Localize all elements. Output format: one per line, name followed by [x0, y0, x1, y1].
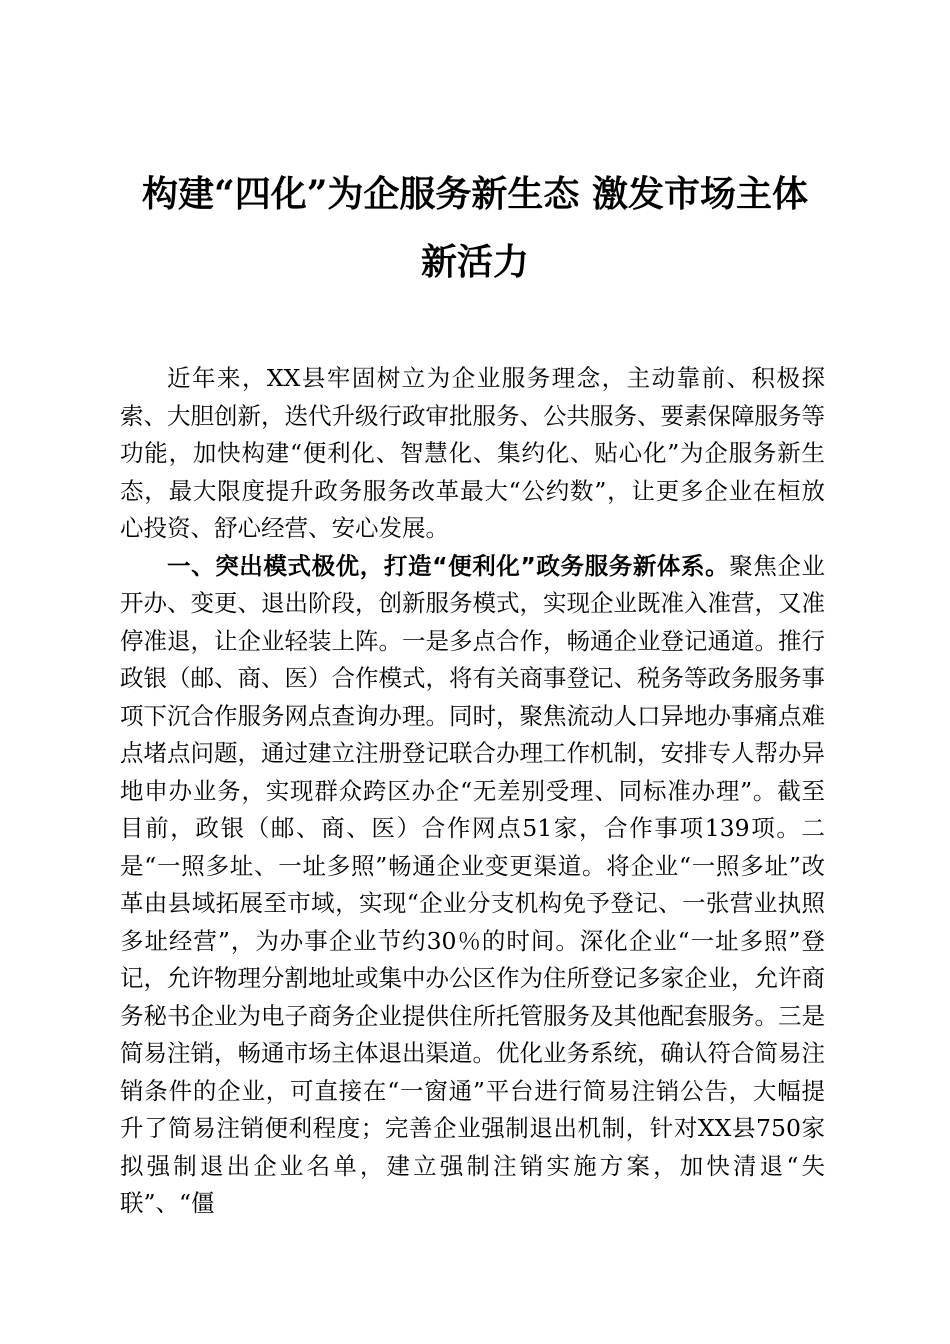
document-title-line-1: 构建“四化”为企服务新生态 激发市场主体	[142, 173, 808, 215]
section-1-paragraph	[120, 548, 825, 1223]
document-title-line-2: 新活力	[420, 241, 529, 283]
section-1-heading: 一、突出模式极优，打造“便利化”政务服务新体系。	[167, 551, 730, 580]
section-1-text: 聚焦企业开办、变更、退出阶段，创新服务模式，实现企业既准入准营，又准停准退，让企业轻装上阵。一是多点合作，畅通企业登记通道。推行政银（邮、商、医）合作模式，将有关商事登记、税务等政务服务事项下沉合作服务网点查询办理。同时，聚焦流动人口异地办事痛点难点堵点问题，通过建立注册登记联合办理工作机制，安排专人帮办异地申办业务，实现群众跨区办企“无差别受理、同标准办理”。截至目前，政银（邮、商、医）合作网点51家，合作事项139项。二是“一照多址、一址多照”畅通企业变更渠道。将企业“一照多址”改革由县域拓展至市域，实现“企业分支机构免予登记、一张营业执照多址经营”，为办事企业节约30％的时间。深化企业“一址多照”登记，允许物理分割地址或集中办公区作为住所登记多家企业，允许商务秘书企业为电子商务企业提供住所托管服务及其他配套服务。三是简易注销，畅通市场主体退出渠道。优化业务系统，确认符合简易注销条件的企业，可直接在“一窗通”平台进行简易注销公告，大幅提升了简易注销便利程度；完善企业强制退出机制，针对XX县750家拟强制退出企业名单，建立强制注销实施方案，加快清退“失联”、“僵	[120, 551, 826, 1217]
document-body	[120, 360, 825, 1223]
intro-paragraph: 近年来，XX县牢固树立为企业服务理念，主动靠前、积极探索、大胆创新，迭代升级行政审批服务、公共服务、要素保障服务等功能，加快构建“便利化、智慧化、集约化、贴心化”为企服务新生态，最大限度提升政务服务改革最大“公约数”，让更多企业在桓放心投资、舒心经营、安心发展。	[120, 364, 825, 542]
